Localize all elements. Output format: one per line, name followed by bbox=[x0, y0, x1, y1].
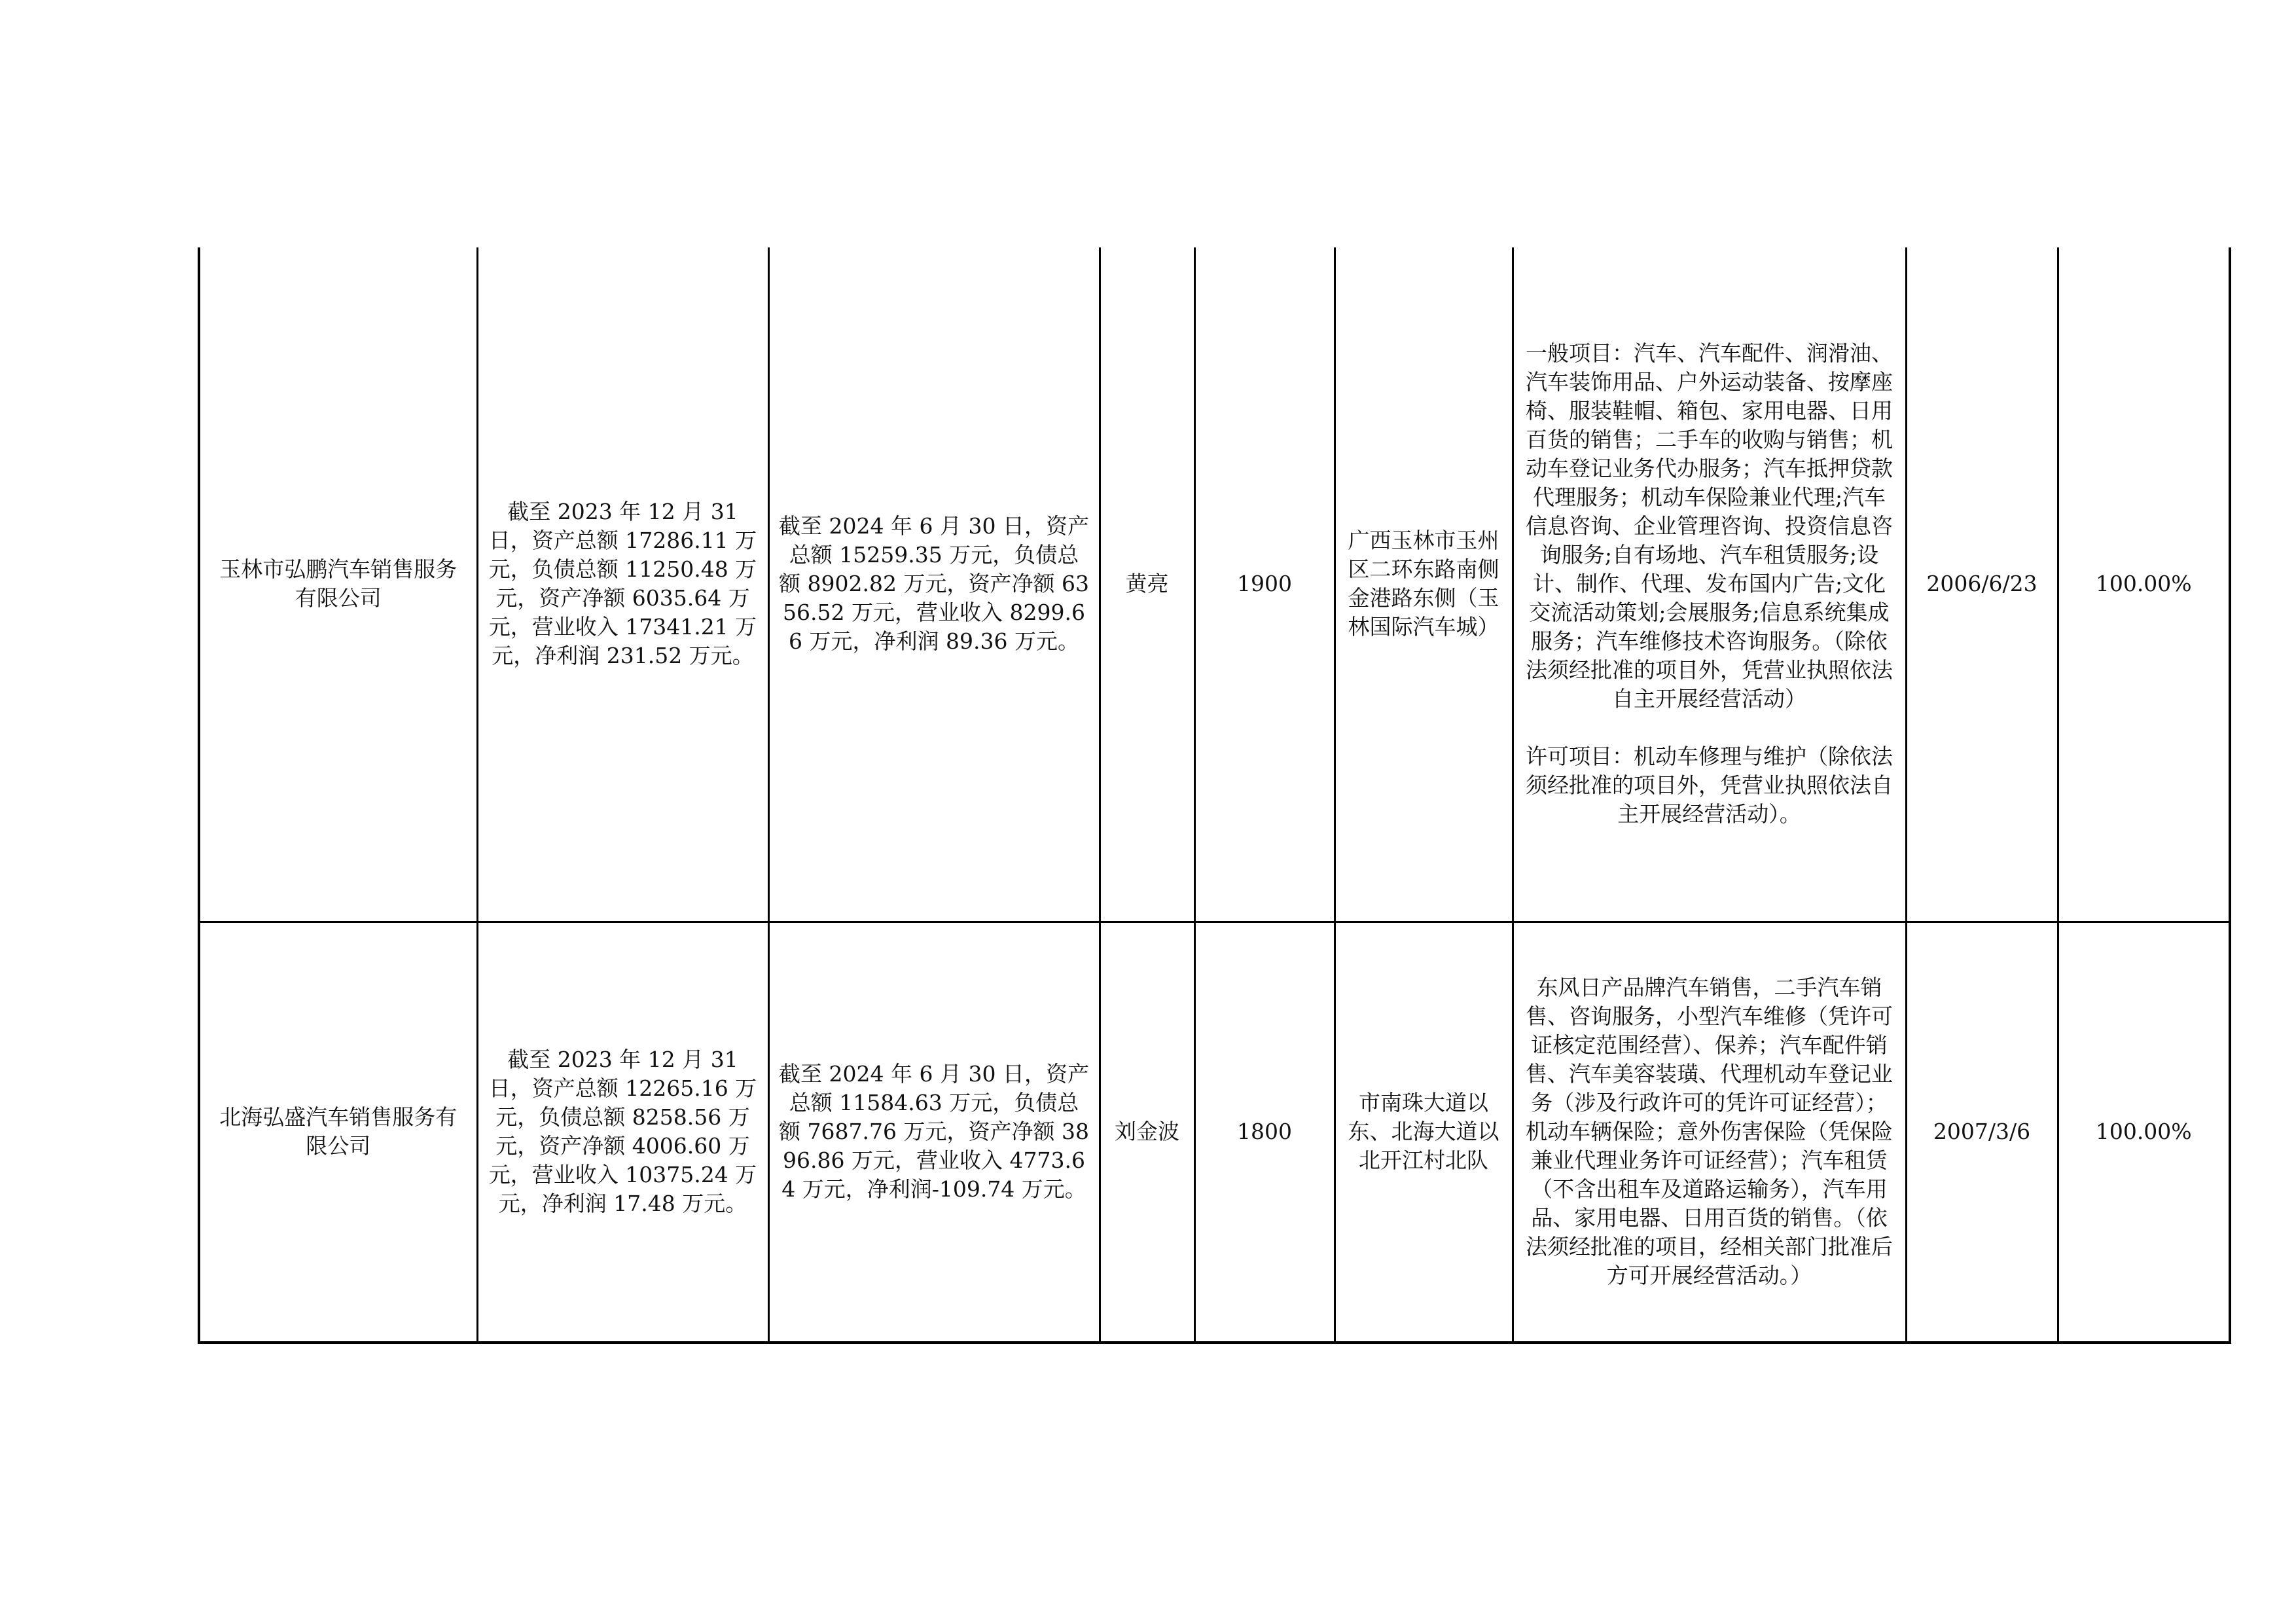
company-name-cell: 玉林市弘鹏汽车销售服务有限公司 bbox=[199, 247, 477, 922]
registered-capital-cell: 1900 bbox=[1194, 247, 1335, 922]
scope-spacer bbox=[1523, 713, 1896, 742]
shareholding-cell: 100.00% bbox=[2058, 922, 2230, 1343]
general-scope-text: 一般项目：汽车、汽车配件、润滑油、汽车装饰用品、户外运动装备、按摩座椅、服装鞋帽、箱包、家用电器、日用百货的销售；二手车的收购与销售；机动车登记业务代办服务；汽车抵押贷款代理服务；机动车保险兼业代理;汽车信息咨询、企业管理咨询、投资信息咨询服务;自有场地、汽车租赁服务;设计、制作、代理、发布国内广告;文化交流活动策划;会展服务;信息系统集成服务；汽车维修技术咨询服务。（除依法须经批准的项目外，凭营业执照依法自主开展经营活动） bbox=[1526, 340, 1893, 712]
legal-representative-cell: 刘金波 bbox=[1100, 922, 1194, 1343]
legal-representative-cell: 黄亮 bbox=[1100, 247, 1194, 922]
shareholding-cell: 100.00% bbox=[2058, 247, 2230, 922]
subsidiary-info-table bbox=[198, 247, 2231, 1344]
licensed-scope-text: 许可项目：机动车修理与维护（除依法须经批准的项目外，凭营业执照依法自主开展经营活动）。 bbox=[1526, 744, 1893, 827]
company-name-cell: 北海弘盛汽车销售服务有限公司 bbox=[199, 922, 477, 1343]
registered-capital-cell: 1800 bbox=[1194, 922, 1335, 1343]
address-cell: 市南珠大道以东、北海大道以北开江村北队 bbox=[1335, 922, 1513, 1343]
business-scope-cell: 东风日产品牌汽车销售，二手汽车销售、咨询服务，小型汽车维修（凭许可证核定范围经营）、保养；汽车配件销售、汽车美容装璜、代理机动车登记业务（涉及行政许可的凭许可证经营）；机动车辆保险；意外伤害保险（凭保险兼业代理业务许可证经营）；汽车租赁（不含出租车及道路运输务），汽车用品、家用电器、日用百货的销售。（依法须经批准的项目，经相关部门批准后方可开展经营活动。） bbox=[1513, 922, 1906, 1343]
financials-2024-cell: 截至 2024 年 6 月 30 日，资产总额 11584.63 万元，负债总额 7687.76 万元，资产净额 3896.86 万元，营业收入 4773.64 万元，净利润-109.74 万元。 bbox=[768, 922, 1100, 1343]
business-scope-cell bbox=[1513, 247, 1906, 922]
table-row bbox=[199, 247, 2230, 922]
address-cell: 广西玉林市玉州区二环东路南侧金港路东侧（玉林国际汽车城） bbox=[1335, 247, 1513, 922]
table-row bbox=[199, 922, 2230, 1343]
financials-2024-cell: 截至 2024 年 6 月 30 日，资产总额 15259.35 万元，负债总额 8902.82 万元，资产净额 6356.52 万元，营业收入 8299.66 万元，净利润 89.36 万元。 bbox=[768, 247, 1100, 922]
established-date-cell: 2007/3/6 bbox=[1906, 922, 2058, 1343]
financials-2023-cell: 截至 2023 年 12 月 31 日，资产总额 17286.11 万元，负债总额 11250.48 万元，资产净额 6035.64 万元，营业收入 17341.21 万元，净利润 231.52 万元。 bbox=[477, 247, 768, 922]
established-date-cell: 2006/6/23 bbox=[1906, 247, 2058, 922]
financials-2023-cell: 截至 2023 年 12 月 31 日，资产总额 12265.16 万元，负债总额 8258.56 万元，资产净额 4006.60 万元，营业收入 10375.24 万元，净利润 17.48 万元。 bbox=[477, 922, 768, 1343]
